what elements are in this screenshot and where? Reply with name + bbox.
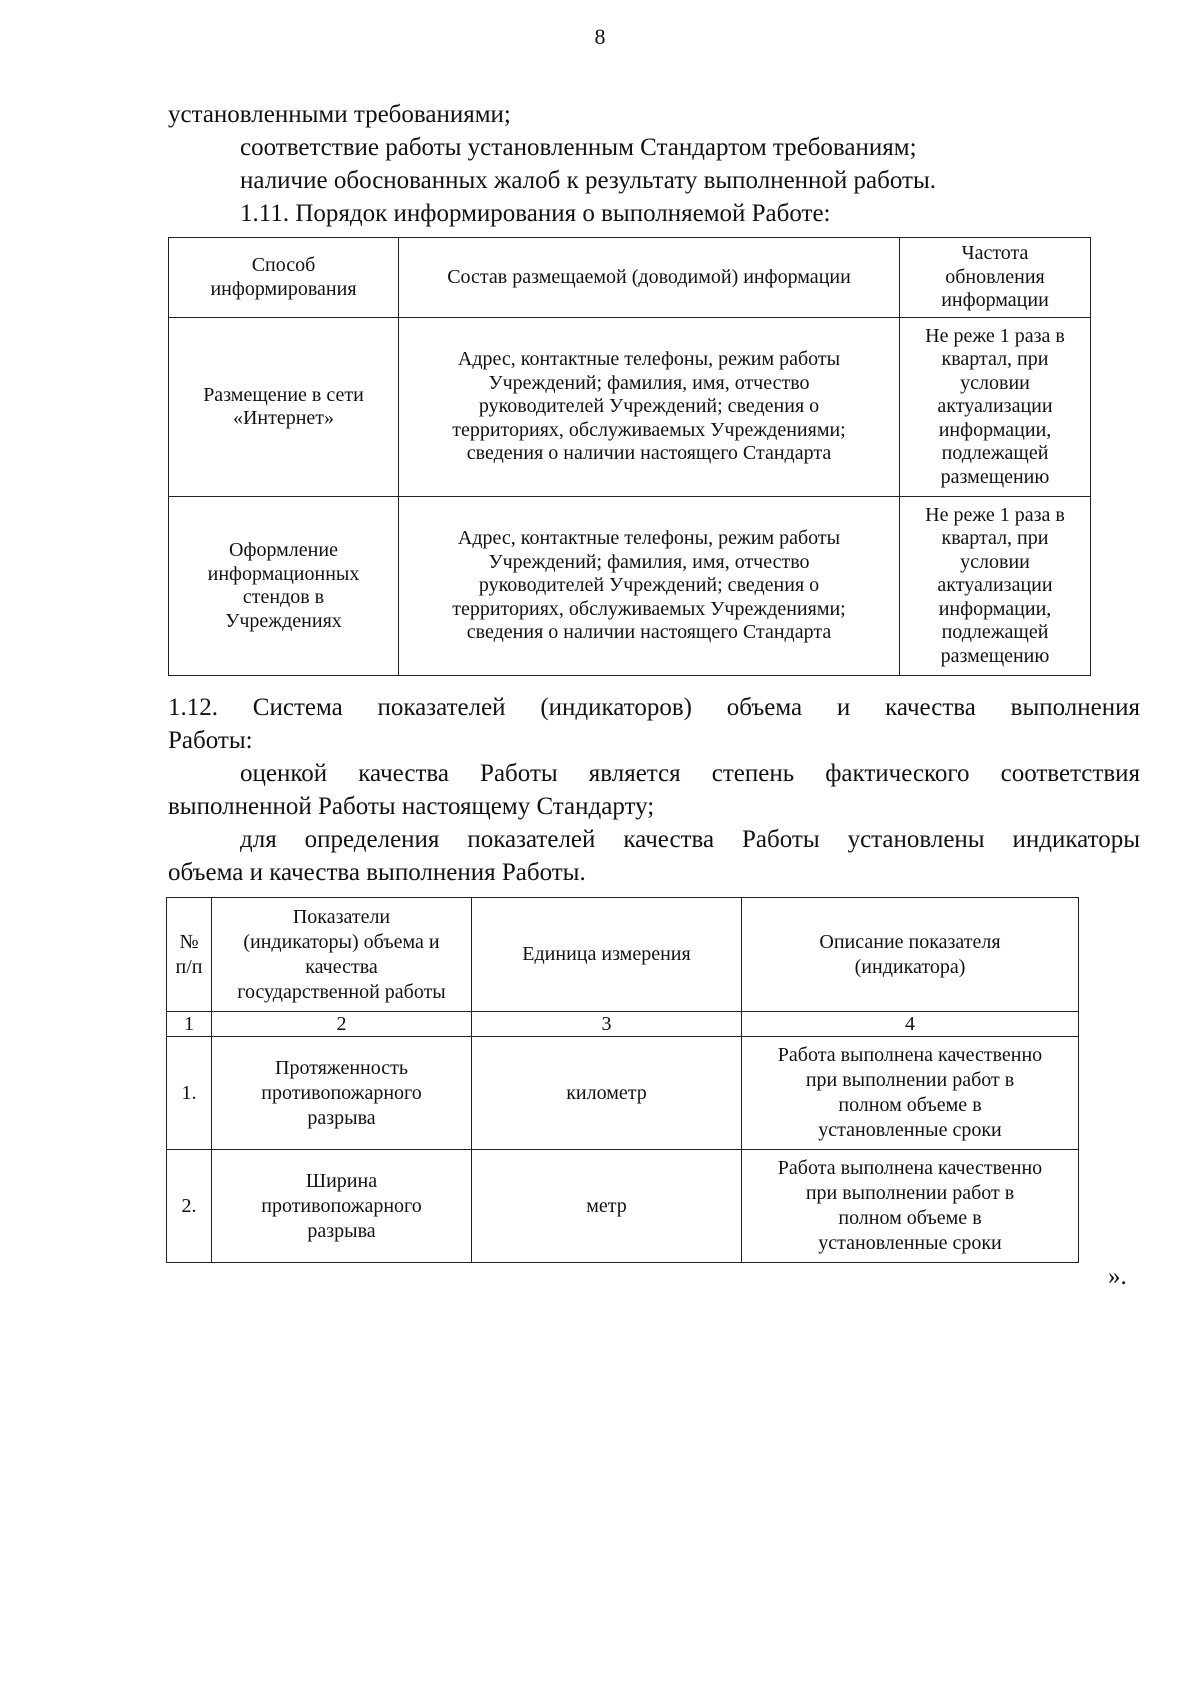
column-number: 3	[472, 1012, 742, 1037]
column-numbers-row	[167, 1012, 1079, 1037]
table-row	[169, 497, 1091, 676]
table-row	[167, 1037, 1079, 1150]
text-line: соответствие работы установленным Стандартом требованиям;	[240, 134, 917, 161]
section-heading: 1.11. Порядок информирования о выполняемой Работе:	[240, 200, 831, 227]
table-row	[169, 318, 1091, 497]
header-cell: Единица измерения	[472, 898, 742, 1012]
text-line: наличие обоснованных жалоб к результату выполненной работы.	[240, 167, 937, 194]
page-number: 8	[594, 24, 606, 49]
header-cell: Частота обновления информации	[900, 238, 1091, 318]
information-table	[168, 237, 1091, 676]
paragraph-line: Работы:	[168, 727, 253, 754]
table-header-row	[169, 238, 1091, 318]
description-cell: Работа выполнена качественно при выполнении работ в полном объеме в установленные сроки	[742, 1037, 1079, 1150]
header-cell: Показатели (индикаторы) объема и качества государственной работы	[212, 898, 472, 1012]
paragraph-line: выполненной Работы настоящему Стандарту;	[168, 793, 655, 820]
text-line: установленными требованиями;	[168, 101, 511, 128]
paragraph-line: 1.12. Система показателей (индикаторов) объема и качества выполнения	[168, 694, 1140, 721]
indicators-table	[166, 897, 1079, 1263]
column-number: 2	[212, 1012, 472, 1037]
paragraph-line: оценкой качества Работы является степень фактического соответствия	[240, 760, 1140, 787]
column-number: 1	[167, 1012, 212, 1037]
table-header-row	[167, 898, 1079, 1012]
paragraph-line: объема и качества выполнения Работы.	[168, 859, 586, 886]
content-cell: Адрес, контактные телефоны, режим работы Учреждений; фамилия, имя, отчество руководителей Учреждений; сведения о территориях, обслуживаемых Учреждениями; сведения о наличии настоящего Стандарта	[399, 497, 900, 676]
closing-quote-mark: ».	[1108, 1263, 1127, 1290]
frequency-cell: Не реже 1 раза в квартал, при условии актуализации информации, подлежащей размещению	[900, 318, 1091, 497]
row-number: 2.	[167, 1150, 212, 1263]
description-cell: Работа выполнена качественно при выполнении работ в полном объеме в установленные сроки	[742, 1150, 1079, 1263]
unit-cell: километр	[472, 1037, 742, 1150]
header-cell: Состав размещаемой (доводимой) информации	[399, 238, 900, 318]
method-cell: Оформление информационных стендов в Учреждениях	[169, 497, 399, 676]
content-cell: Адрес, контактные телефоны, режим работы Учреждений; фамилия, имя, отчество руководителей Учреждений; сведения о территориях, обслуживаемых Учреждениями; сведения о наличии настоящего Стандарта	[399, 318, 900, 497]
row-number: 1.	[167, 1037, 212, 1150]
column-number: 4	[742, 1012, 1079, 1037]
unit-cell: метр	[472, 1150, 742, 1263]
header-cell: Описание показателя (индикатора)	[742, 898, 1079, 1012]
frequency-cell: Не реже 1 раза в квартал, при условии актуализации информации, подлежащей размещению	[900, 497, 1091, 676]
table-row	[167, 1150, 1079, 1263]
indicator-cell: Ширина противопожарного разрыва	[212, 1150, 472, 1263]
indicator-cell: Протяженность противопожарного разрыва	[212, 1037, 472, 1150]
method-cell: Размещение в сети «Интернет»	[169, 318, 399, 497]
header-cell: № п/п	[167, 898, 212, 1012]
paragraph-line: для определения показателей качества Работы установлены индикаторы	[240, 826, 1140, 853]
header-cell: Способ информирования	[169, 238, 399, 318]
